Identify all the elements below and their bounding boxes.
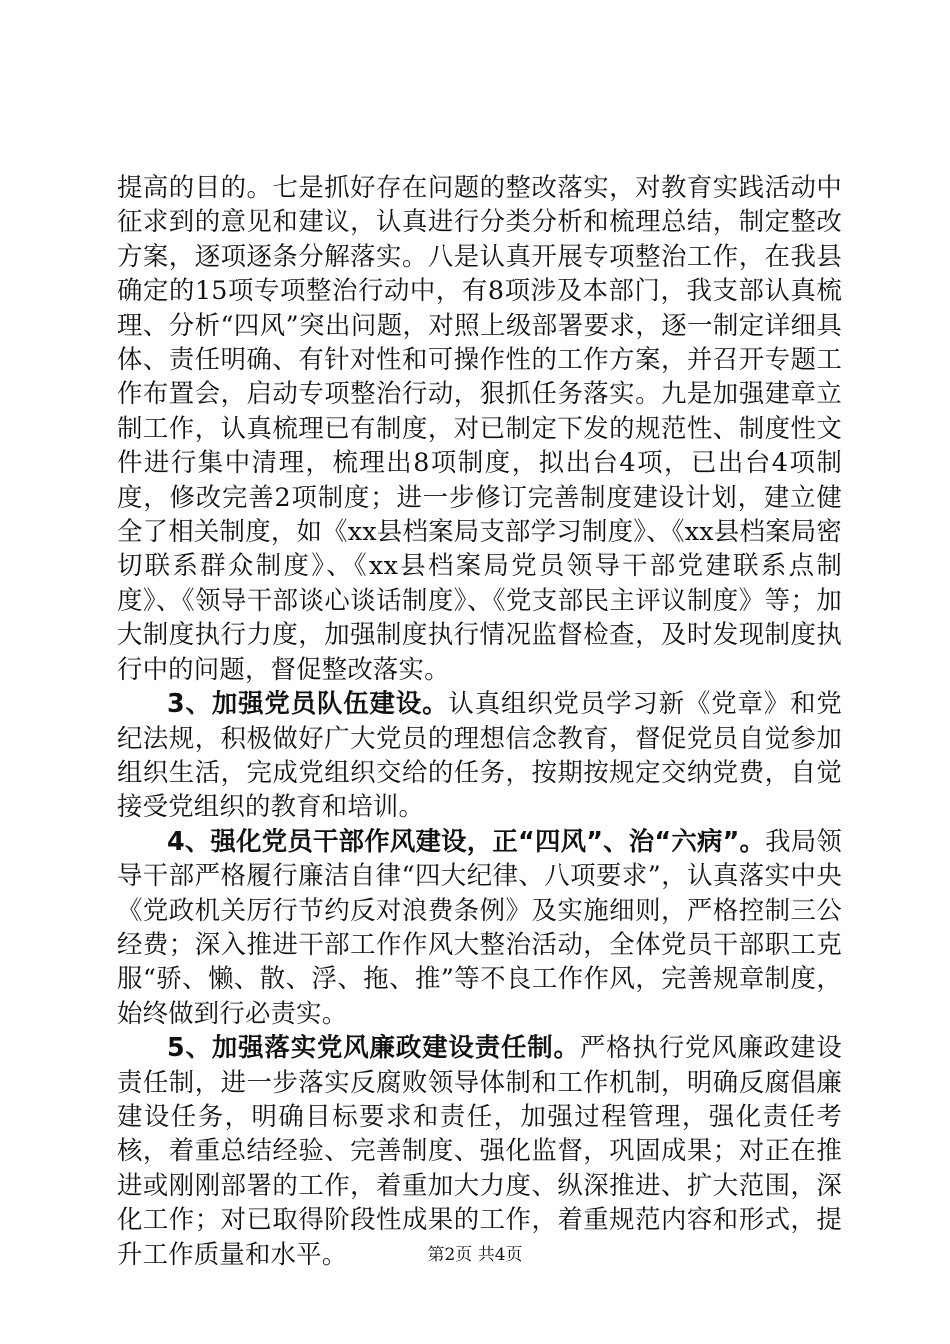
paragraph-heading: 3、加强党员队伍建设。 [167,688,449,719]
paragraph-heading: 4、强化党员干部作风建设，正“四风”、治“六病”。 [167,825,766,856]
paragraph-heading: 5、加强落实党风廉政建设责任制。 [167,1032,580,1063]
paragraph-clean-governance [117,1030,842,1271]
document-body [117,170,842,1271]
paragraph-text: 严格执行党风廉政建设责任制，进一步落实反腐败领导体制和工作机制，明确反腐倡廉建设任务，明确目标要求和责任，加强过程管理，强化责任考核，着重总结经验、完善制度、强化监督，巩固成果；对正在推进或刚刚部署的工作，着重加大力度、纵深推进、扩大范围，深化工作；对已取得阶段性成果的工作，着重规范内容和形式，提升工作质量和水平。 [117,1032,842,1269]
page-number: 第2页 共4页 [427,1245,523,1265]
paragraph-continuation [117,170,842,686]
paragraph-text: 认真组织党员学习新《党章》和党纪法规，积极做好广大党员的理想信念教育，督促党员自觉参加组织生活，完成党组织交给的任务，按期按规定交纳党费，自觉接受党组织的教育和培训。 [117,688,843,822]
page-footer [0,1244,950,1266]
paragraph-work-style [117,824,842,1030]
paragraph-text: 提高的目的。七是抓好存在问题的整改落实，对教育实践活动中征求到的意见和建议，认真进行分类分析和梳理总结，制定整改方案，逐项逐条分解落实。八是认真开展专项整治工作，在我县确定的15项专项整治行动中，有8项涉及本部门，我支部认真梳理、分析“四风”突出问题，对照上级部署要求，逐一制定详细具体、责任明确、有针对性和可操作性的工作方案，并召开专题工作布置会，启动专项整治行动，狠抓任务落实。九是加强建章立制工作，认真梳理已有制度，对已制定下发的规范性、制度性文件进行集中清理，梳理出8项制度，拟出台4项，已出台4项制度，修改完善2项制度；进一步修订完善制度建设计划，建立健全了相关制度，如《xx县档案局支部学习制度》、《xx县档案局密切联系群众制度》、《xx县档案局党员领导干部党建联系点制度》、《领导干部谈心谈话制度》、《党支部民主评议制度》等；加大制度执行力度，加强制度执行情况监督检查，及时发现制度执行中的问题，督促整改落实。 [117,172,842,684]
paragraph-text: 我局领导干部严格履行廉洁自律“四大纪律、八项要求”，认真落实中央《党政机关厉行节约反对浪费条例》及实施细则，严格控制三公经费；深入推进干部工作作风大整治活动，全体党员干部职工克服“骄、懒、散、浮、拖、推”等不良工作作风，完善规章制度，始终做到行必责实。 [117,825,842,1028]
paragraph-party-member-team [117,686,842,824]
